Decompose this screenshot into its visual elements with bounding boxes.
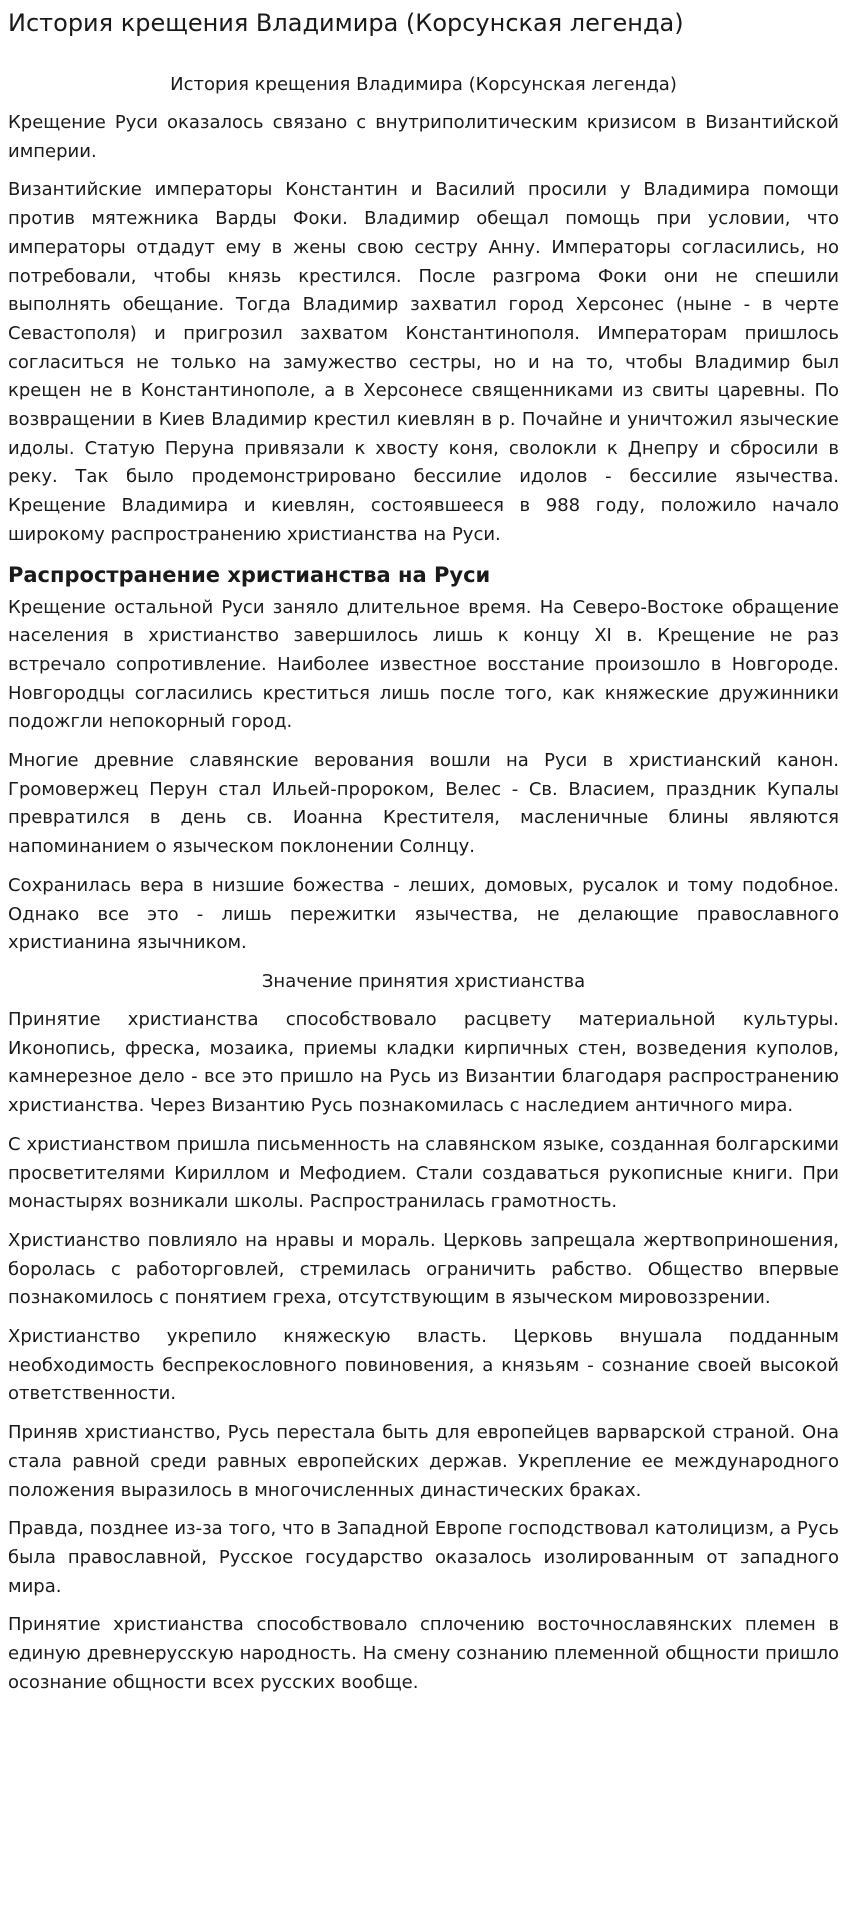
paragraph: Крещение Руси оказалось связано с внутриполитическим кризисом в Византийской империи.	[8, 112, 839, 162]
paragraph: Принятие христианства способствовало сплочению восточнославянских племен в единую древнерусскую народность. На смену сознанию племенной общности пришло осознание общности всех русских вообще.	[8, 1614, 839, 1693]
section-subheading: Значение принятия христианства	[261, 970, 586, 992]
paragraph: Византийские императоры Константин и Василий просили у Владимира помощи против мятежника Варды Фоки. Владимир обещал помощь при условии, что императоры отдадут ему в жены свою сестру Анну. Императоры согласились, но потребовали, чтобы князь крестился. После разгрома Фоки они не спешили выполнять обещание. Тогда Владимир захватил город Херсонес (ныне - в черте Севастополя) и пригрозил захватом Константинополя. Императорам пришлось согласиться не только на замужество сестры, но и на то, чтобы Владимир был крещен не в Константинополе, а в Херсонесе священниками из свиты царевны. По возвращении в Киев Владимир крестил киевлян в р. Почайне и уничтожил языческие идолы. Статую Перуна привязали к хвосту коня, сволокли к Днепру и сбросили в реку. Так было продемонстрировано бессилие идолов - бессилие язычества. Крещение Владимира и киевлян, состоявшееся в 988 году, положило начало широкому распространению христианства на Руси.	[8, 179, 839, 545]
paragraph: Христианство укрепило княжескую власть. Церковь внушала подданным необходимость беспрекословного повиновения, а князьям - сознание своей высокой ответственности.	[8, 1326, 839, 1405]
paragraph: С христианством пришла письменность на славянском языке, созданная болгарскими просветителями Кириллом и Мефодием. Стали создаваться рукописные книги. При монастырях возникали школы. Распространилась грамотность.	[8, 1133, 839, 1213]
paragraph: Христианство повлияло на нравы и мораль. Церковь запрещала жертвоприношения, боролась с работорговлей, стремилась ограничить рабство. Общество впервые познакомилось с понятием греха, отсутствующим в языческом мировоззрении.	[8, 1229, 839, 1309]
paragraph: Сохранилась вера в низшие божества - леших, домовых, русалок и тому подобное. Однако все это - лишь пережитки язычества, не делающие православного христианина язычником.	[8, 874, 839, 954]
paragraph: Приняв христианство, Русь перестала быть для европейцев варварской страной. Она стала равной среди равных европейских держав. Укрепление ее международного положения выразилось в многочисленных династических браках.	[8, 1422, 839, 1501]
document-subtitle: История крещения Владимира (Корсунская легенда)	[170, 74, 677, 95]
paragraph: Крещение остальной Руси заняло длительное время. На Северо-Востоке обращение населения в христианство завершилось лишь к концу XI в. Крещение не раз встречало сопротивление. Наиболее известное восстание произошло в Новгороде. Новгородцы согласились креститься лишь после того, как княжеские дружинники подожгли непокорный город.	[8, 596, 839, 733]
paragraph: Принятие христианства способствовало расцвету материальной культуры. Иконопись, фреска, мозаика, приемы кладки кирпичных стен, возведения куполов, камнерезное дело - все это пришло на Русь из Византии благодаря распространению христианства. Через Византию Русь познакомилась с наследием античного мира.	[8, 1008, 839, 1117]
paragraph: Многие древние славянские верования вошли на Руси в христианский канон. Громовержец Перун стал Ильей-пророком, Велес - Св. Власием, праздник Купалы превратился в день св. Иоанна Крестителя, масленичные блины являются напоминанием о языческом поклонении Солнцу.	[8, 750, 839, 858]
page-title: История крещения Владимира (Корсунская легенда)	[8, 9, 684, 37]
paragraph: Правда, позднее из-за того, что в Западной Европе господствовал католицизм, а Русь была православной, Русское государство оказалось изолированным от западного мира.	[8, 1518, 839, 1597]
section-heading: Распространение христианства на Руси	[8, 562, 491, 587]
